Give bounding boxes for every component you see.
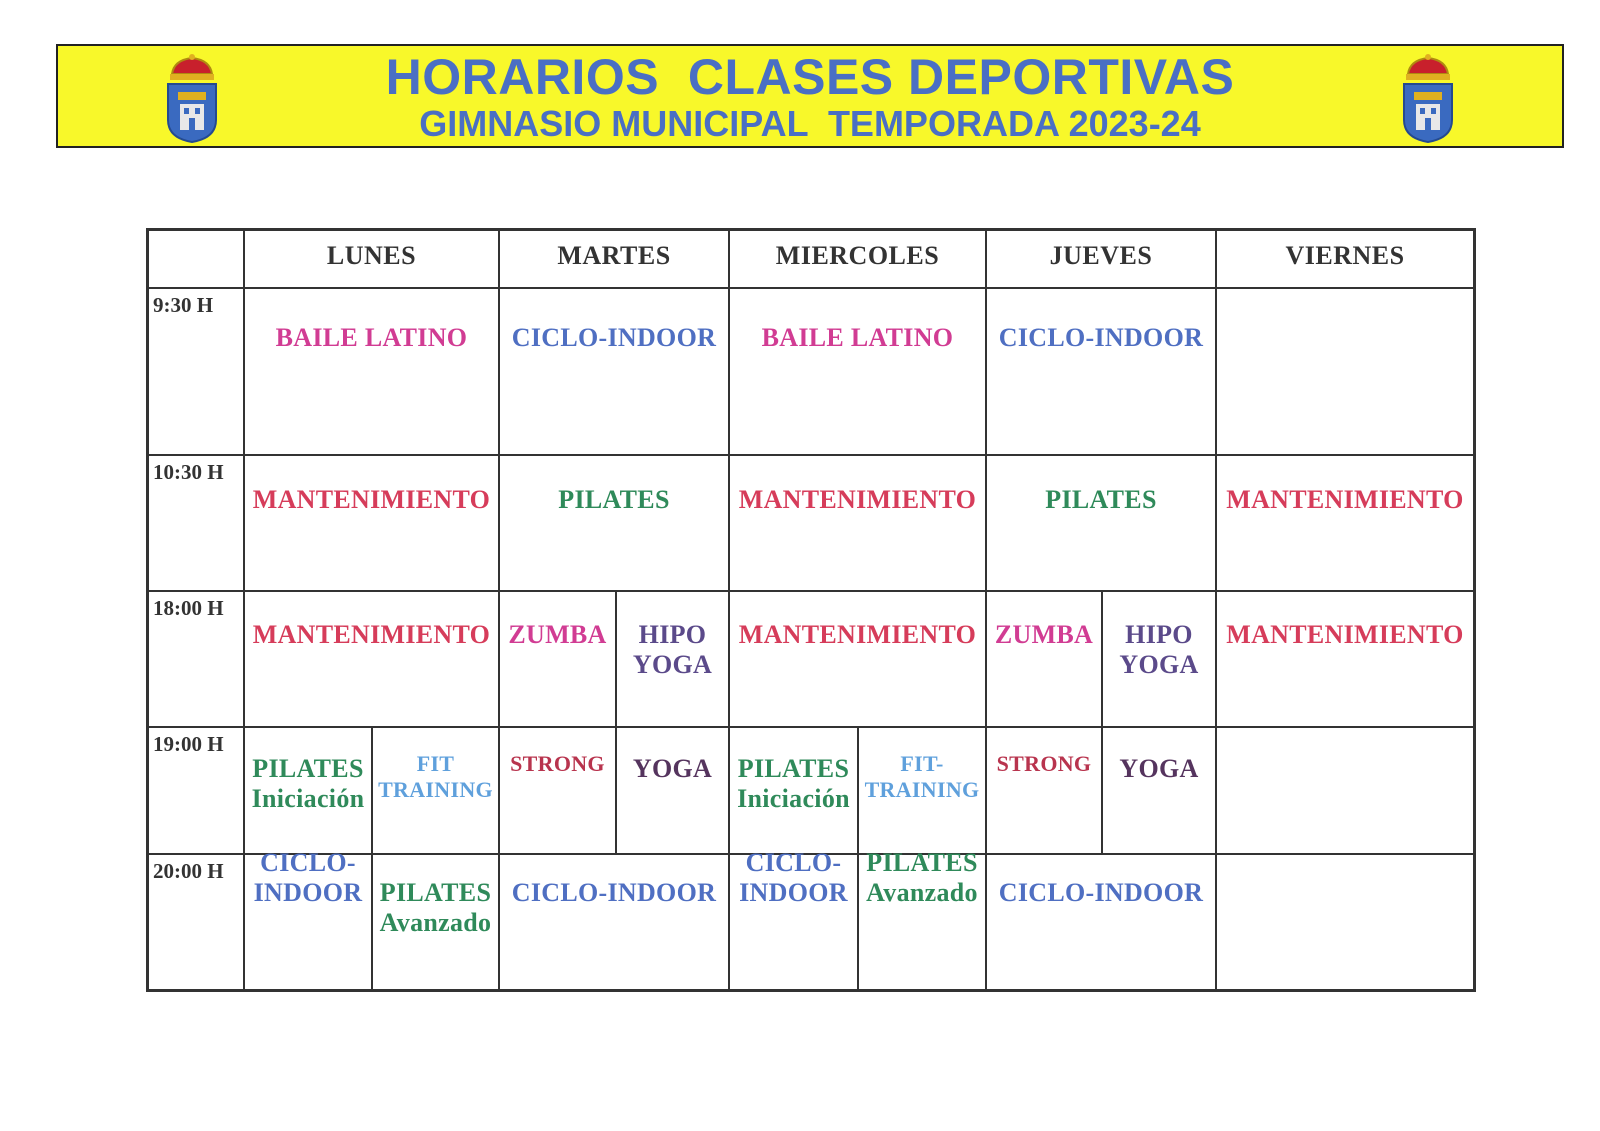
class-entry: YOGA [1119, 754, 1199, 783]
coat-of-arms-icon [1400, 52, 1456, 144]
class-entry: TRAINING [864, 777, 980, 802]
class-entry: BAILE LATINO [275, 323, 468, 352]
page-subtitle: GIMNASIO MUNICIPAL TEMPORADA 2023-24 [419, 103, 1201, 144]
class-entry: MANTENIMIENTO [738, 620, 977, 649]
class-entry: STRONG [996, 751, 1092, 776]
time-slot: 19:00 H [153, 732, 224, 756]
class-entry: MANTENIMIENTO [252, 620, 491, 649]
day-header-martes: MARTES [557, 241, 671, 270]
day-header-jueves: JUEVES [1049, 241, 1153, 270]
class-entry: CICLO- [260, 848, 356, 877]
class-entry: PILATES [379, 878, 492, 907]
header-banner [56, 44, 1564, 148]
class-entry: INDOOR [739, 878, 848, 907]
class-entry: YOGA [632, 754, 713, 783]
class-entry: YOGA [632, 650, 713, 679]
class-entry: PILATES [558, 485, 670, 514]
class-entry: MANTENIMIENTO [738, 485, 977, 514]
class-entry: HIPO [638, 620, 707, 649]
class-entry: CICLO-INDOOR [998, 878, 1204, 907]
class-entry: CICLO- [745, 848, 842, 877]
class-entry: YOGA [1119, 650, 1199, 679]
class-entry: FIT [416, 751, 455, 776]
class-entry: ZUMBA [994, 620, 1094, 649]
class-entry: PILATES [1045, 485, 1157, 514]
class-entry: MANTENIMIENTO [1226, 485, 1464, 514]
time-slot: 9:30 H [153, 293, 214, 317]
class-entry: MANTENIMIENTO [1226, 620, 1464, 649]
day-header-lunes: LUNES [326, 241, 417, 270]
class-entry: PILATES [737, 754, 850, 783]
class-entry: STRONG [510, 751, 605, 776]
page-title: HORARIOS CLASES DEPORTIVAS [385, 49, 1235, 105]
class-entry: CICLO-INDOOR [511, 323, 717, 352]
class-entry: Avanzado [866, 878, 978, 907]
time-slot: 10:30 H [153, 460, 224, 484]
class-entry: TRAINING [378, 777, 493, 802]
class-entry: PILATES [252, 754, 364, 783]
class-entry: Iniciación [737, 784, 850, 813]
class-entry: Avanzado [379, 908, 492, 937]
class-entry: INDOOR [253, 878, 363, 907]
class-entry: PILATES [866, 848, 978, 877]
class-entry: BAILE LATINO [761, 323, 954, 352]
time-slot: 18:00 H [153, 596, 224, 620]
class-entry: CICLO-INDOOR [511, 878, 717, 907]
class-entry: Iniciación [251, 784, 365, 813]
class-entry: FIT- [900, 751, 944, 776]
day-header-viernes: VIERNES [1285, 241, 1405, 270]
schedule-table [146, 228, 1476, 992]
time-slot: 20:00 H [153, 859, 224, 883]
class-entry: HIPO [1125, 620, 1193, 649]
class-entry: MANTENIMIENTO [252, 485, 491, 514]
day-header-miercoles: MIERCOLES [775, 241, 940, 270]
class-entry: CICLO-INDOOR [998, 323, 1204, 352]
class-entry: ZUMBA [508, 620, 607, 649]
